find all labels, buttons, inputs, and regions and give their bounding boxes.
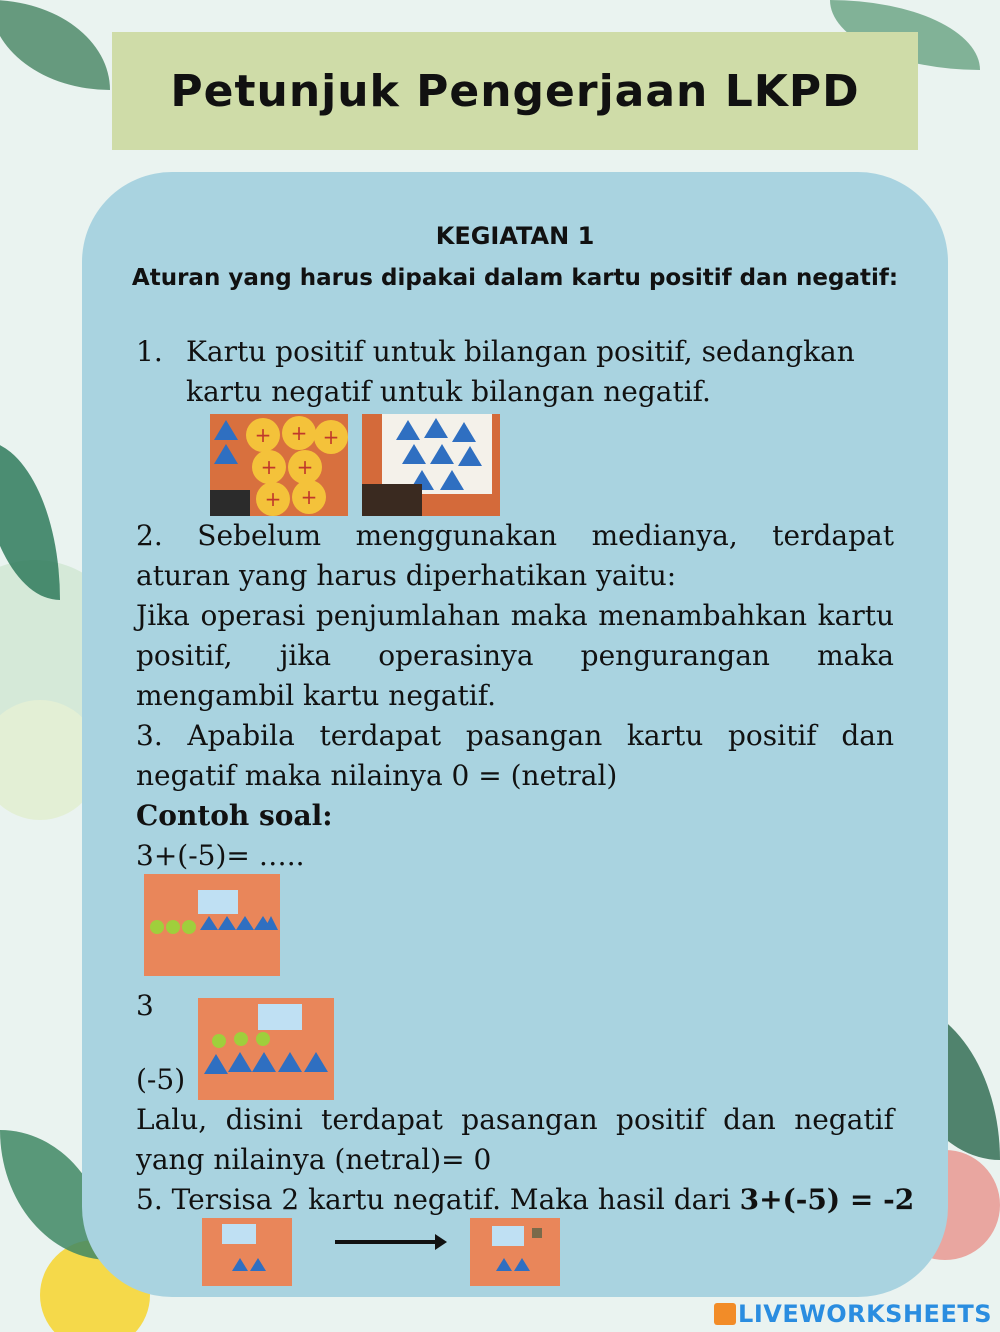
positive-count-label: 3 — [136, 989, 154, 1022]
positive-card: + — [288, 450, 322, 484]
positive-card: + — [292, 480, 326, 514]
problem-note — [492, 1226, 524, 1246]
negative-card — [402, 444, 426, 464]
example-label: Contoh soal: — [136, 799, 333, 832]
negative-card — [458, 446, 482, 466]
problem-note — [222, 1224, 256, 1244]
result-prefix: 5. Tersisa 2 kartu negatif. Maka hasil dari — [136, 1183, 740, 1216]
negative-card — [236, 916, 254, 930]
example-photo-1 — [144, 874, 280, 976]
rule2-text: 2. Sebelum menggunakan medianya, terdapat aturan yang harus diperhatikan yaitu: — [136, 519, 894, 592]
hand-shadow — [210, 490, 250, 516]
positive-card: + — [282, 416, 316, 450]
activity-heading: KEGIATAN 1 — [435, 222, 595, 250]
before-photo — [202, 1218, 292, 1286]
negative-card — [252, 1052, 276, 1072]
negative-card — [278, 1052, 302, 1072]
rule2-detail: Jika operasi penjumlahan maka menambahkan kartu positif, jika operasinya pengurangan maka mengambil kartu negatif. — [136, 599, 894, 712]
negative-count-label: (-5) — [136, 1063, 186, 1096]
negative-card — [514, 1258, 530, 1271]
example-problem: 3+(-5)= ….. — [136, 839, 305, 872]
negative-card — [452, 422, 476, 442]
negative-card — [304, 1052, 328, 1072]
negative-card — [200, 916, 218, 930]
rules-subtitle: Aturan yang harus dipakai dalam kartu positif dan negatif: — [131, 265, 899, 291]
example-photo-2 — [198, 998, 334, 1100]
negative-card — [264, 916, 278, 930]
positive-card — [182, 920, 196, 934]
problem-note — [198, 890, 238, 914]
pair-explanation: Lalu, disini terdapat pasangan positif dan negatif yang nilainya (netral)= 0 — [136, 1103, 894, 1176]
negative-card — [214, 420, 238, 440]
problem-note — [258, 1004, 302, 1030]
result-line — [136, 1180, 914, 1220]
negative-card — [204, 1054, 228, 1074]
result-answer: 3+(-5) = -2 — [739, 1183, 915, 1216]
leaf-decoration — [0, 0, 110, 90]
positive-cards-photo — [210, 414, 348, 516]
watermark — [714, 1300, 992, 1328]
rule1-text: Kartu positif untuk bilangan positif, sedangkan kartu negatif untuk bilangan negatif. — [186, 335, 855, 408]
page-title: Petunjuk Pengerjaan LKPD — [170, 65, 860, 117]
negative-card — [430, 444, 454, 464]
negative-card — [496, 1258, 512, 1271]
negative-card — [232, 1258, 248, 1271]
negative-card — [214, 444, 238, 464]
negative-cards-photo — [362, 414, 500, 516]
positive-card: + — [256, 482, 290, 516]
negative-card — [396, 420, 420, 440]
negative-card — [228, 1052, 252, 1072]
positive-card — [234, 1032, 248, 1046]
negative-card — [218, 916, 236, 930]
positive-card — [166, 920, 180, 934]
positive-card — [150, 920, 164, 934]
positive-card — [256, 1032, 270, 1046]
marker — [532, 1228, 542, 1238]
rule3-text: 3. Apabila terdapat pasangan kartu positif dan negatif maka nilainya 0 = (netral) — [136, 719, 894, 792]
negative-card — [440, 470, 464, 490]
positive-card — [212, 1034, 226, 1048]
negative-card — [424, 418, 448, 438]
arrow-right-icon — [335, 1240, 443, 1244]
rule1-number: 1. — [136, 335, 163, 368]
after-photo — [470, 1218, 560, 1286]
negative-card — [250, 1258, 266, 1271]
liveworksheets-logo-icon — [714, 1303, 736, 1325]
title-banner — [112, 32, 918, 150]
positive-card: + — [314, 420, 348, 454]
hand-shadow — [362, 484, 422, 516]
positive-card: + — [246, 418, 280, 452]
positive-card: + — [252, 450, 286, 484]
watermark-text: LIVEWORKSHEETS — [738, 1300, 992, 1328]
